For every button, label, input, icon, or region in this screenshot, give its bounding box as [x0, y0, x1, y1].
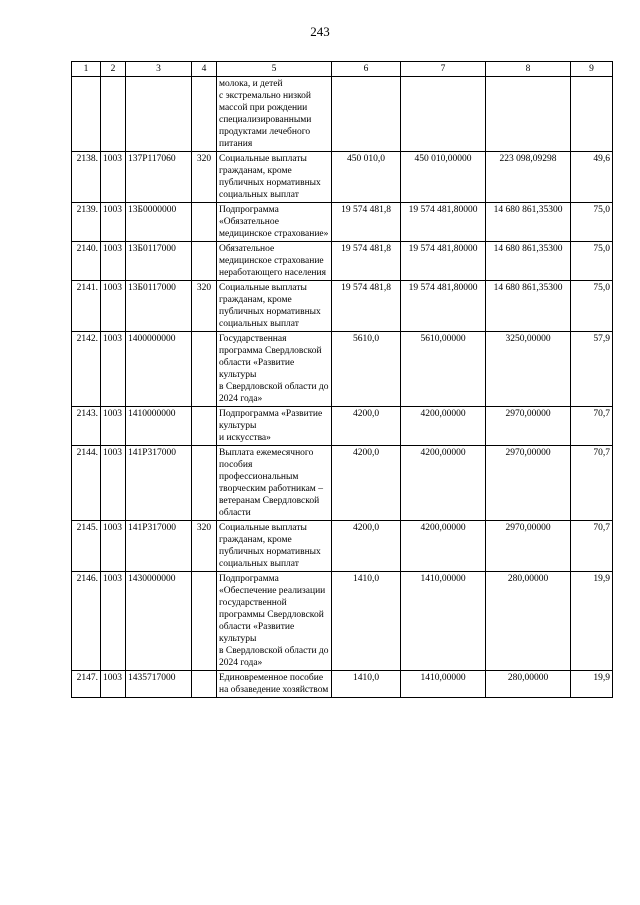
row-number: 2143.	[72, 407, 101, 446]
executed-amount: 2970,00000	[486, 407, 571, 446]
approved-amount: 1410,0	[332, 572, 401, 671]
header-col-7: 7	[401, 62, 486, 77]
table-row	[72, 446, 613, 521]
section-code: 1003	[101, 671, 126, 698]
target-code: 141P317000	[126, 521, 192, 572]
budget-amount: 4200,00000	[401, 407, 486, 446]
target-code: 141P317000	[126, 446, 192, 521]
target-code: 13Б0000000	[126, 203, 192, 242]
expense-type-code	[192, 203, 217, 242]
header-col-5: 5	[217, 62, 332, 77]
expense-type-code	[192, 407, 217, 446]
expense-type-code: 320	[192, 521, 217, 572]
table-row	[72, 521, 613, 572]
row-number: 2147.	[72, 671, 101, 698]
execution-percent: 75,0	[571, 242, 613, 281]
table-row	[72, 671, 613, 698]
budget-amount: 19 574 481,80000	[401, 242, 486, 281]
expense-type-code: 320	[192, 152, 217, 203]
executed-amount: 280,00000	[486, 671, 571, 698]
header-col-1: 1	[72, 62, 101, 77]
approved-amount: 4200,0	[332, 446, 401, 521]
executed-amount: 14 680 861,35300	[486, 281, 571, 332]
item-name: Единовременное пособие на обзаведение хозяйством	[217, 671, 332, 698]
section-code: 1003	[101, 407, 126, 446]
section-code: 1003	[101, 242, 126, 281]
approved-amount: 1410,0	[332, 671, 401, 698]
approved-amount: 5610,0	[332, 332, 401, 407]
executed-amount: 2970,00000	[486, 446, 571, 521]
header-col-6: 6	[332, 62, 401, 77]
approved-amount: 4200,0	[332, 407, 401, 446]
row-number: 2138.	[72, 152, 101, 203]
expense-type-code	[192, 446, 217, 521]
table-row	[72, 152, 613, 203]
table-row	[72, 332, 613, 407]
item-name: Социальные выплаты гражданам, кроме публичных нормативных социальных выплат	[217, 281, 332, 332]
budget-amount: 19 574 481,80000	[401, 203, 486, 242]
approved-amount: 450 010,0	[332, 152, 401, 203]
row-number: 2144.	[72, 446, 101, 521]
section-code: 1003	[101, 203, 126, 242]
budget-amount: 4200,00000	[401, 446, 486, 521]
section-code: 1003	[101, 572, 126, 671]
executed-amount: 223 098,09298	[486, 152, 571, 203]
header-col-4: 4	[192, 62, 217, 77]
item-name: Подпрограмма «Обеспечение реализации государственной программы Свердловской области «Развитие культуры в Свердловской области до 2024 года»	[217, 572, 332, 671]
budget-table	[71, 61, 613, 698]
budget-amount: 4200,00000	[401, 521, 486, 572]
budget-amount: 5610,00000	[401, 332, 486, 407]
target-code: 137P117060	[126, 152, 192, 203]
continuation-name: молока, и детей с экстремально низкой массой при рождении специализированными продуктами лечебного питания	[217, 77, 332, 152]
approved-amount: 19 574 481,8	[332, 203, 401, 242]
expense-type-code: 320	[192, 281, 217, 332]
row-number: 2141.	[72, 281, 101, 332]
header-col-3: 3	[126, 62, 192, 77]
target-code: 1410000000	[126, 407, 192, 446]
expense-type-code	[192, 242, 217, 281]
execution-percent: 49,6	[571, 152, 613, 203]
execution-percent: 75,0	[571, 203, 613, 242]
approved-amount: 19 574 481,8	[332, 281, 401, 332]
approved-amount: 4200,0	[332, 521, 401, 572]
row-number: 2146.	[72, 572, 101, 671]
execution-percent: 19,9	[571, 572, 613, 671]
execution-percent: 75,0	[571, 281, 613, 332]
section-code: 1003	[101, 521, 126, 572]
section-code: 1003	[101, 152, 126, 203]
execution-percent: 70,7	[571, 446, 613, 521]
target-code: 13Б0117000	[126, 242, 192, 281]
expense-type-code	[192, 332, 217, 407]
header-col-9: 9	[571, 62, 613, 77]
table-row	[72, 572, 613, 671]
budget-amount: 1410,00000	[401, 572, 486, 671]
execution-percent: 70,7	[571, 521, 613, 572]
header-row	[72, 62, 613, 77]
table-row	[72, 203, 613, 242]
item-name: Подпрограмма «Развитие культуры и искусства»	[217, 407, 332, 446]
execution-percent: 57,9	[571, 332, 613, 407]
item-name: Государственная программа Свердловской области «Развитие культуры в Свердловской области до 2024 года»	[217, 332, 332, 407]
execution-percent: 70,7	[571, 407, 613, 446]
target-code: 1435717000	[126, 671, 192, 698]
section-code: 1003	[101, 446, 126, 521]
table-row	[72, 242, 613, 281]
section-code: 1003	[101, 281, 126, 332]
budget-amount: 1410,00000	[401, 671, 486, 698]
row-number: 2145.	[72, 521, 101, 572]
executed-amount: 3250,00000	[486, 332, 571, 407]
executed-amount: 14 680 861,35300	[486, 203, 571, 242]
expense-type-code	[192, 572, 217, 671]
target-code: 13Б0117000	[126, 281, 192, 332]
target-code: 1430000000	[126, 572, 192, 671]
table-row	[72, 281, 613, 332]
execution-percent: 19,9	[571, 671, 613, 698]
page-number: 243	[310, 24, 330, 39]
expense-type-code	[192, 671, 217, 698]
target-code: 1400000000	[126, 332, 192, 407]
budget-amount: 19 574 481,80000	[401, 281, 486, 332]
budget-amount: 450 010,00000	[401, 152, 486, 203]
item-name: Выплата ежемесячного пособия профессиональным творческим работникам – ветеранам Свердловской области	[217, 446, 332, 521]
approved-amount: 19 574 481,8	[332, 242, 401, 281]
section-code: 1003	[101, 332, 126, 407]
row-number: 2139.	[72, 203, 101, 242]
item-name: Социальные выплаты гражданам, кроме публичных нормативных социальных выплат	[217, 152, 332, 203]
table-row	[72, 407, 613, 446]
header-col-2: 2	[101, 62, 126, 77]
executed-amount: 280,00000	[486, 572, 571, 671]
item-name: Социальные выплаты гражданам, кроме публичных нормативных социальных выплат	[217, 521, 332, 572]
header-col-8: 8	[486, 62, 571, 77]
row-number: 2142.	[72, 332, 101, 407]
row-number: 2140.	[72, 242, 101, 281]
item-name: Подпрограмма «Обязательное медицинское страхование»	[217, 203, 332, 242]
continuation-row	[72, 77, 613, 152]
item-name: Обязательное медицинское страхование неработающего населения	[217, 242, 332, 281]
executed-amount: 14 680 861,35300	[486, 242, 571, 281]
executed-amount: 2970,00000	[486, 521, 571, 572]
